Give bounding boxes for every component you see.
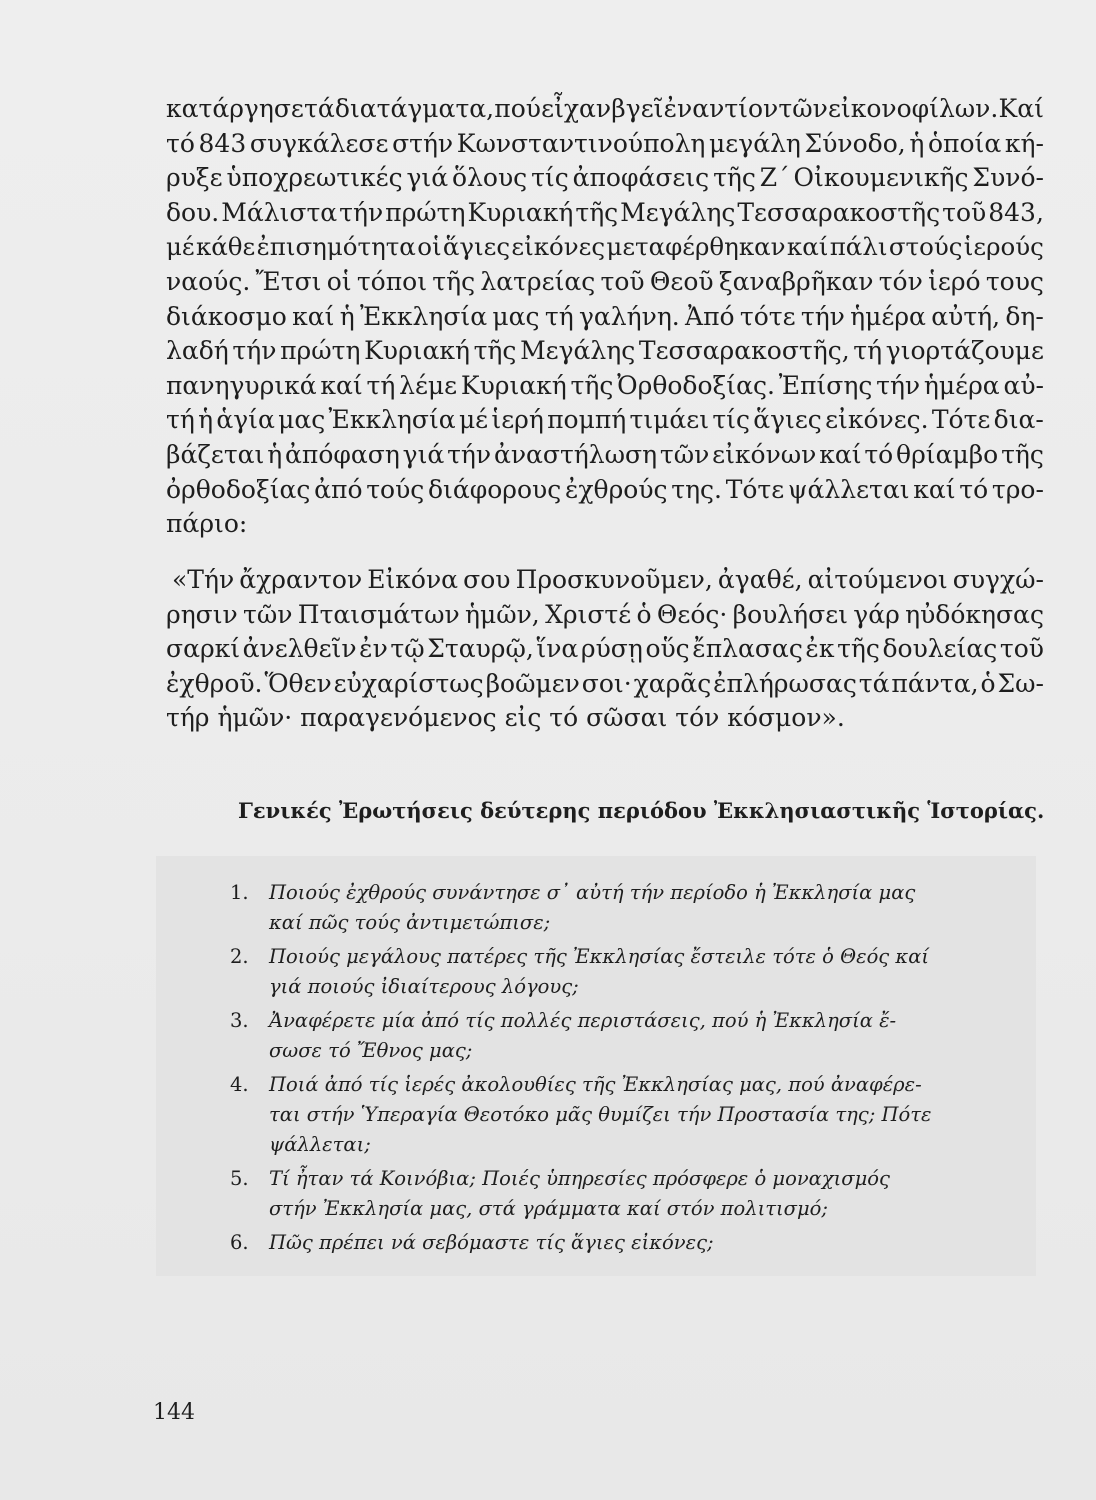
- question-number: 2.: [230, 945, 249, 968]
- question-line: Τί ἦταν τά Κοινόβια; Ποιές ὑπηρεσίες πρόσφερε ὁ μοναχισμός: [269, 1167, 890, 1190]
- body-line: διάκοσμο καί ἡ Ἐκκλησία μας τή γαλήνη. Ἀπό τότε τήν ἡμέρα αὐτή, δη-: [166, 301, 1044, 331]
- question-item: [226, 878, 966, 938]
- page-number: 144: [153, 1400, 195, 1425]
- section-heading: Γενικές Ἐρωτήσεις δεύτερης περιόδου Ἐκκλησιαστικῆς Ἱστορίας.: [238, 798, 1045, 823]
- quote-line: τήρ ἡμῶν· παραγενόμενος εἰς τό σῶσαι τόν κόσμον».: [166, 703, 845, 733]
- body-line: δου. Μάλιστα τήν πρώτη Κυριακή τῆς Μεγάλης Τεσσαρακοστῆς τοῦ 843,: [166, 197, 1044, 227]
- question-line: καί πῶς τούς ἀντιμετώπισε;: [269, 911, 551, 934]
- question-number: 5.: [230, 1167, 249, 1190]
- question-number: 6.: [230, 1231, 249, 1254]
- body-line: λαδή τήν πρώτη Κυριακή τῆς Μεγάλης Τεσσαρακοστῆς, τή γιορτάζουμε: [166, 336, 1044, 366]
- questions-list: [226, 878, 966, 1262]
- question-line: Ποιά ἀπό τίς ἱερές ἀκολουθίες τῆς Ἐκκλησίας μας, πού ἀναφέρε-: [269, 1073, 922, 1096]
- troparion-quote: [166, 563, 1044, 736]
- question-item: [226, 1228, 966, 1258]
- quote-line: σαρκί ἀνελθεῖν ἐν τῷ Σταυρῷ, ἵνα ρύσῃ οὕς ἔπλασας ἐκ τῆς δουλείας τοῦ: [166, 634, 1044, 664]
- question-number: 1.: [230, 881, 249, 904]
- body-line: βάζεται ἡ ἀπόφαση γιά τήν ἀναστήλωση τῶν εἰκόνων καί τό θρίαμβο τῆς: [166, 439, 1044, 469]
- question-line: Ἀναφέρετε μία ἀπό τίς πολλές περιστάσεις, πού ἡ Ἐκκλησία ἔ-: [269, 1009, 897, 1032]
- body-line: πανηγυρικά καί τή λέμε Κυριακή τῆς Ὀρθοδοξίας. Ἐπίσης τήν ἡμέρα αὐ-: [166, 370, 1044, 400]
- question-line: Πῶς πρέπει νά σεβόμαστε τίς ἅγιες εἰκόνες;: [269, 1231, 714, 1254]
- question-number: 3.: [230, 1009, 249, 1032]
- body-line: κατάργησε τά διατάγματα, πού εἶχαν βγεῖ ἐναντίον τῶν εἰκονοφίλων. Καί: [166, 94, 1044, 123]
- question-item: [226, 1070, 966, 1160]
- body-line: ναούς. Ἔτσι οἱ τόποι τῆς λατρείας τοῦ Θεοῦ ξαναβρῆκαν τόν ἱερό τους: [166, 266, 1044, 296]
- question-item: [226, 942, 966, 1002]
- body-line: τό 843 συγκάλεσε στήν Κωνσταντινούπολη μεγάλη Σύνοδο, ἡ ὁποία κή-: [166, 128, 1044, 158]
- body-line: μέ κάθε ἐπισημότητα οἱ ἅγιες εἰκόνες μεταφέρθηκαν καί πάλι στούς ἱερούς: [166, 232, 1044, 262]
- body-line: ὀρθοδοξίας ἀπό τούς διάφορους ἐχθρούς της. Τότε ψάλλεται καί τό τρο-: [166, 474, 1044, 504]
- question-line: Ποιούς ἐχθρούς συνάντησε σ᾽ αὐτή τήν περίοδο ἡ Ἐκκλησία μας: [269, 881, 916, 904]
- question-line: ψάλλεται;: [269, 1133, 371, 1156]
- question-line: στήν Ἐκκλησία μας, στά γράμματα καί στόν πολιτισμό;: [269, 1197, 828, 1220]
- question-item: [226, 1164, 966, 1224]
- quote-line: ἐχθροῦ. Ὅθεν εὐχαρίστως βοῶμεν σοι· χαρᾶς ἐπλήρωσας τά πάντα, ὁ Σω-: [166, 668, 1044, 698]
- body-line: τή ἡ ἁγία μας Ἐκκλησία μέ ἱερή πομπή τιμάει τίς ἅγιες εἰκόνες. Τότε δια-: [166, 405, 1044, 435]
- body-paragraph: [166, 92, 1044, 542]
- question-line: ται στήν Ὑπεραγία Θεοτόκο μᾶς θυμίζει τήν Προστασία της; Πότε: [269, 1103, 932, 1126]
- quote-line: ρησιν τῶν Πταισμάτων ἡμῶν, Χριστέ ὁ Θεός· βουλήσει γάρ ηὐδόκησας: [166, 599, 1044, 629]
- question-number: 4.: [230, 1073, 249, 1096]
- question-line: Ποιούς μεγάλους πατέρες τῆς Ἐκκλησίας ἔστειλε τότε ὁ Θεός καί: [269, 945, 930, 968]
- quote-line: «Τήν ἄχραντον Εἰκόνα σου Προσκυνοῦμεν, ἀγαθέ, αἰτούμενοι συγχώ-: [172, 565, 1044, 594]
- question-line: σωσε τό Ἔθνος μας;: [269, 1039, 473, 1062]
- body-line: πάριο:: [166, 509, 248, 539]
- question-line: γιά ποιούς ἰδιαίτερους λόγους;: [269, 975, 579, 998]
- question-item: [226, 1006, 966, 1066]
- body-line: ρυξε ὑποχρεωτικές γιά ὅλους τίς ἀποφάσεις τῆς Ζ΄ Οἰκουμενικῆς Συνό-: [166, 163, 1044, 193]
